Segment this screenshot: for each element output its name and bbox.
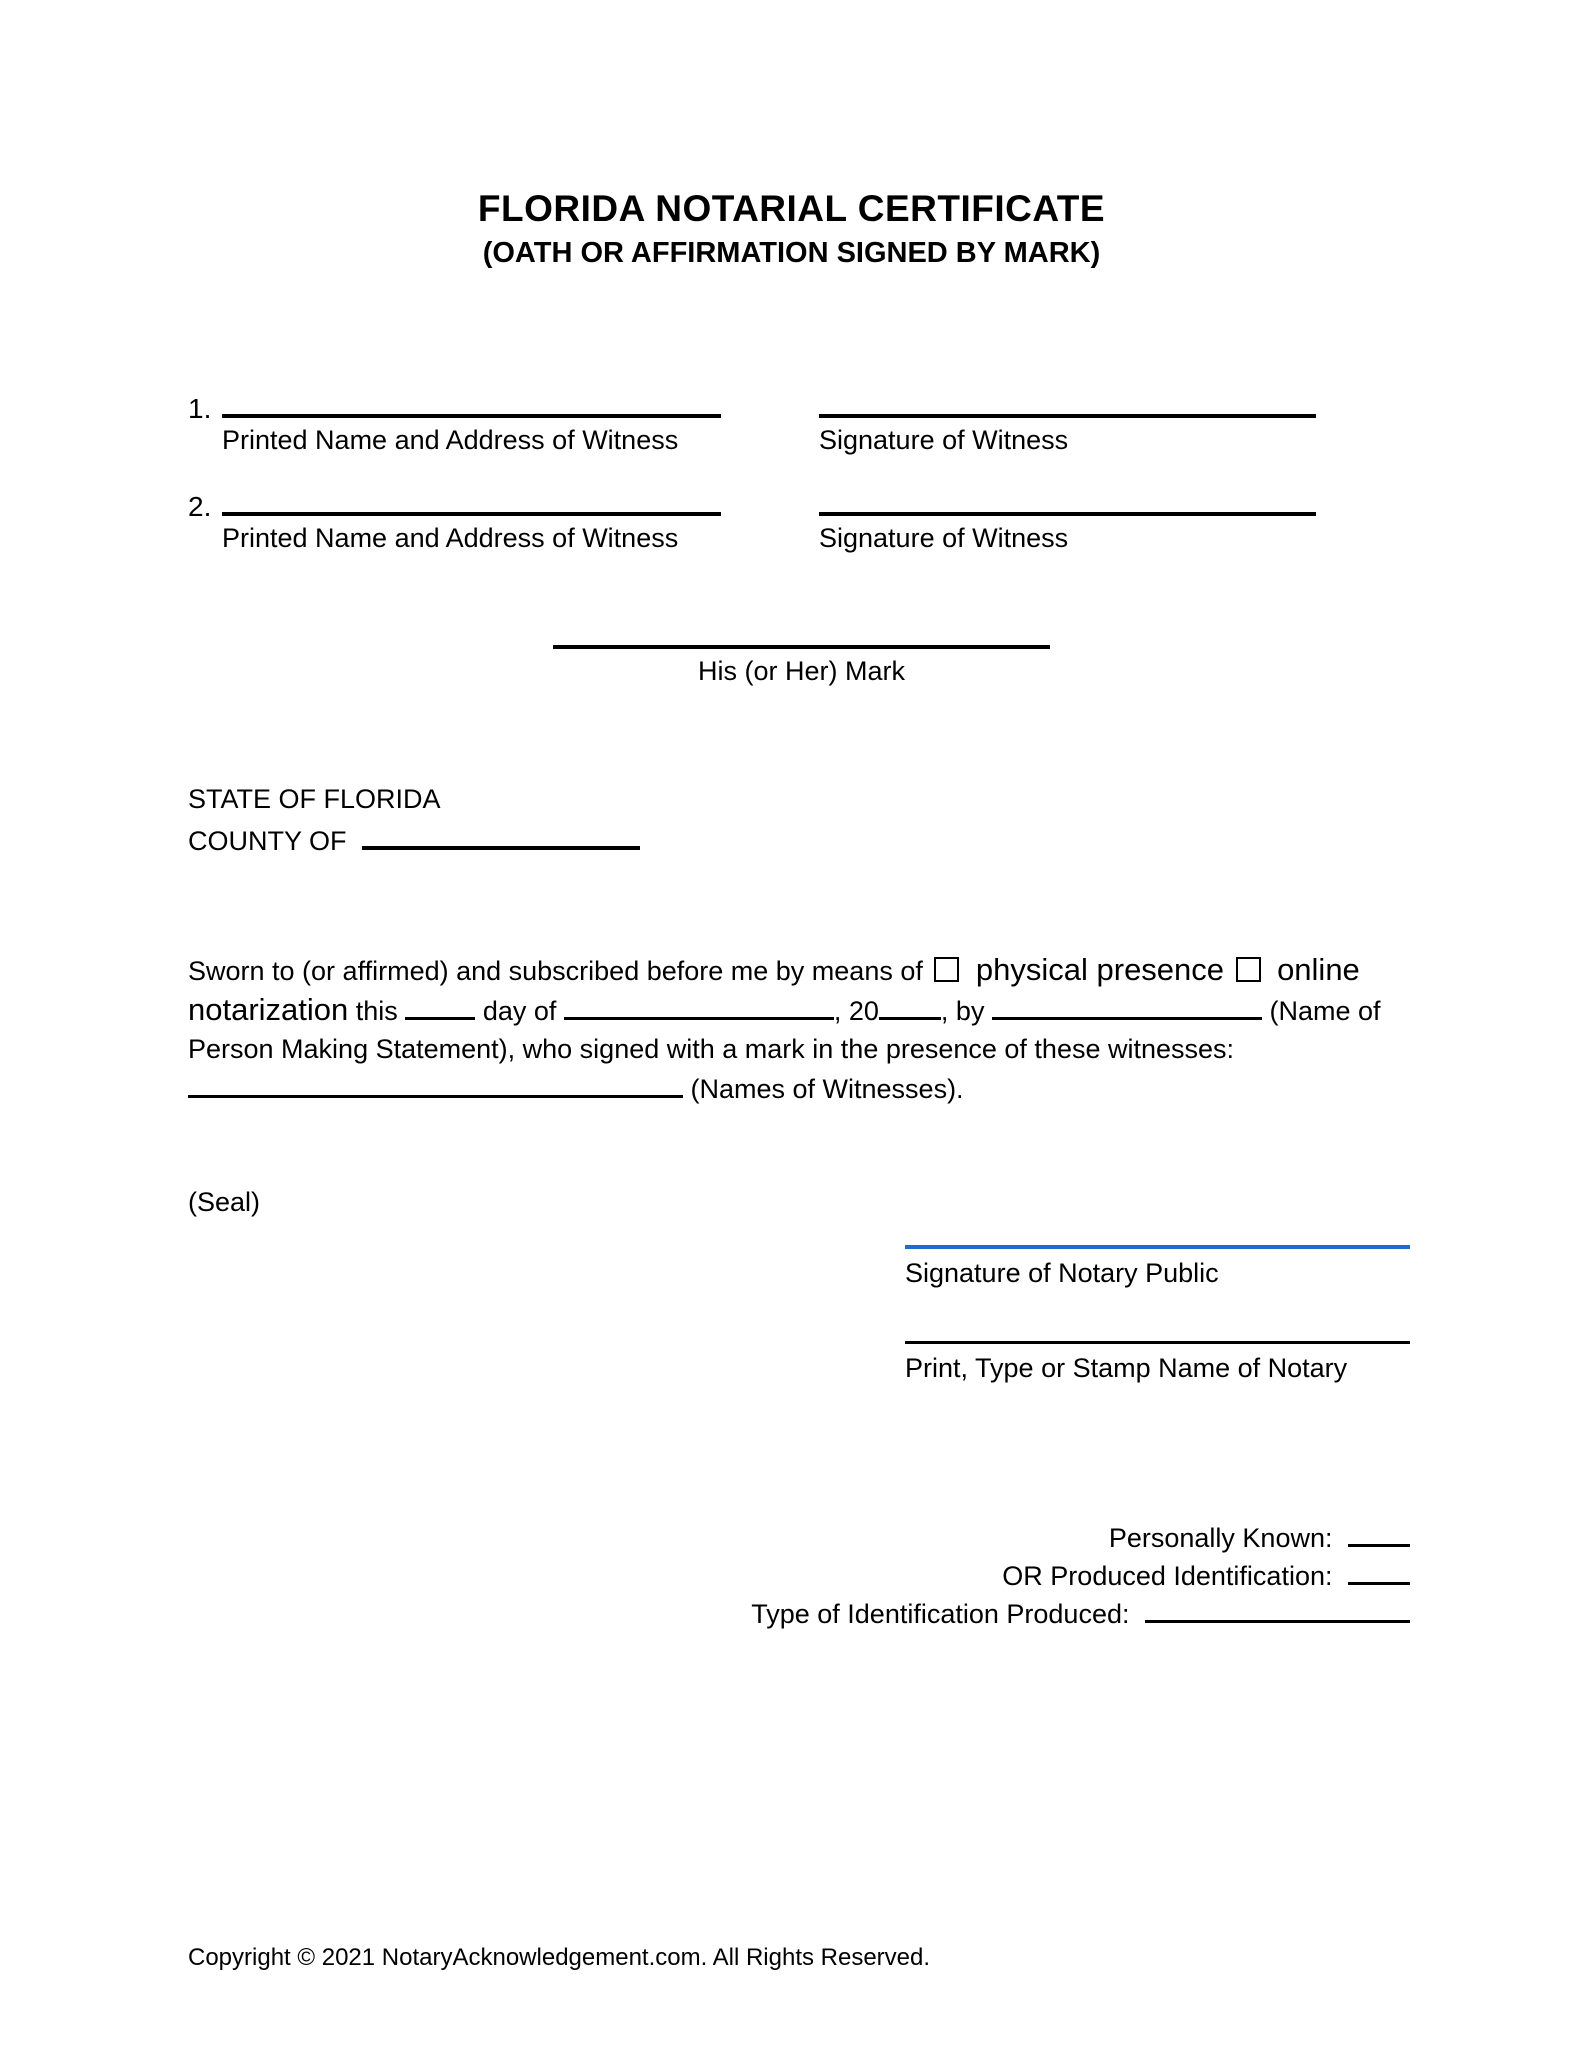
name-of-person-blank[interactable] — [992, 990, 1262, 1020]
copyright-footer: Copyright © 2021 NotaryAcknowledgement.com. All Rights Reserved. — [188, 1944, 931, 1971]
personally-known-blank[interactable] — [1348, 1517, 1410, 1547]
statement-line-3: Person Making Statement), who signed with a mark in the presence of these witnesses: — [188, 1034, 1235, 1064]
month-blank[interactable] — [564, 990, 834, 1020]
county-prefix: COUNTY OF — [188, 826, 347, 856]
page-title: FLORIDA NOTARIAL CERTIFICATE — [477, 188, 1106, 229]
sworn-statement — [188, 951, 1433, 1108]
county-name-blank[interactable] — [362, 819, 640, 850]
names-of-witnesses-blank[interactable] — [188, 1068, 683, 1098]
year-blank[interactable] — [879, 990, 941, 1020]
seal-label: (Seal) — [188, 1187, 261, 1217]
day-blank[interactable] — [405, 990, 475, 1020]
state-line: STATE OF FLORIDA — [188, 784, 441, 814]
type-of-identification-row: Type of Identification Produced: — [500, 1593, 1410, 1631]
witness1-signature-line[interactable] — [819, 414, 1316, 418]
identification-block — [500, 1517, 1410, 1631]
witness1-number: 1. — [188, 393, 212, 424]
notary-signature-line[interactable] — [905, 1245, 1410, 1249]
witness2-number: 2. — [188, 491, 212, 522]
witness1-signature-label: Signature of Witness — [819, 425, 1069, 455]
witness2-signature-label: Signature of Witness — [819, 523, 1069, 553]
statement-line-4: (Names of Witnesses). — [188, 1068, 1433, 1108]
personally-known-row: Personally Known: — [500, 1517, 1410, 1555]
notary-signature-label: Signature of Notary Public — [905, 1258, 1219, 1288]
produced-identification-blank[interactable] — [1348, 1555, 1410, 1585]
statement-line-1: Sworn to (or affirmed) and subscribed before me by means of physical presence online — [188, 952, 1360, 987]
witness2-signature-line[interactable] — [819, 512, 1316, 516]
notary-print-name-label: Print, Type or Stamp Name of Notary — [905, 1353, 1348, 1383]
witness1-printed-name-label: Printed Name and Address of Witness — [222, 425, 679, 455]
mark-label: His (or Her) Mark — [698, 656, 905, 686]
produced-identification-row: OR Produced Identification: — [500, 1555, 1410, 1593]
mark-line[interactable] — [553, 645, 1050, 649]
statement-line-2: notarization this day of , 20 , by (Name of — [188, 992, 1381, 1027]
notary-print-name-line[interactable] — [905, 1341, 1410, 1344]
physical-presence-checkbox[interactable] — [934, 957, 959, 982]
witness1-printed-name-line[interactable] — [222, 414, 721, 418]
witness2-printed-name-line[interactable] — [222, 512, 721, 516]
page-subtitle: (OATH OR AFFIRMATION SIGNED BY MARK) — [482, 237, 1101, 269]
county-line — [188, 819, 640, 857]
witness2-printed-name-label: Printed Name and Address of Witness — [222, 523, 679, 553]
type-of-identification-blank[interactable] — [1145, 1593, 1410, 1623]
online-notarization-checkbox[interactable] — [1236, 957, 1261, 982]
